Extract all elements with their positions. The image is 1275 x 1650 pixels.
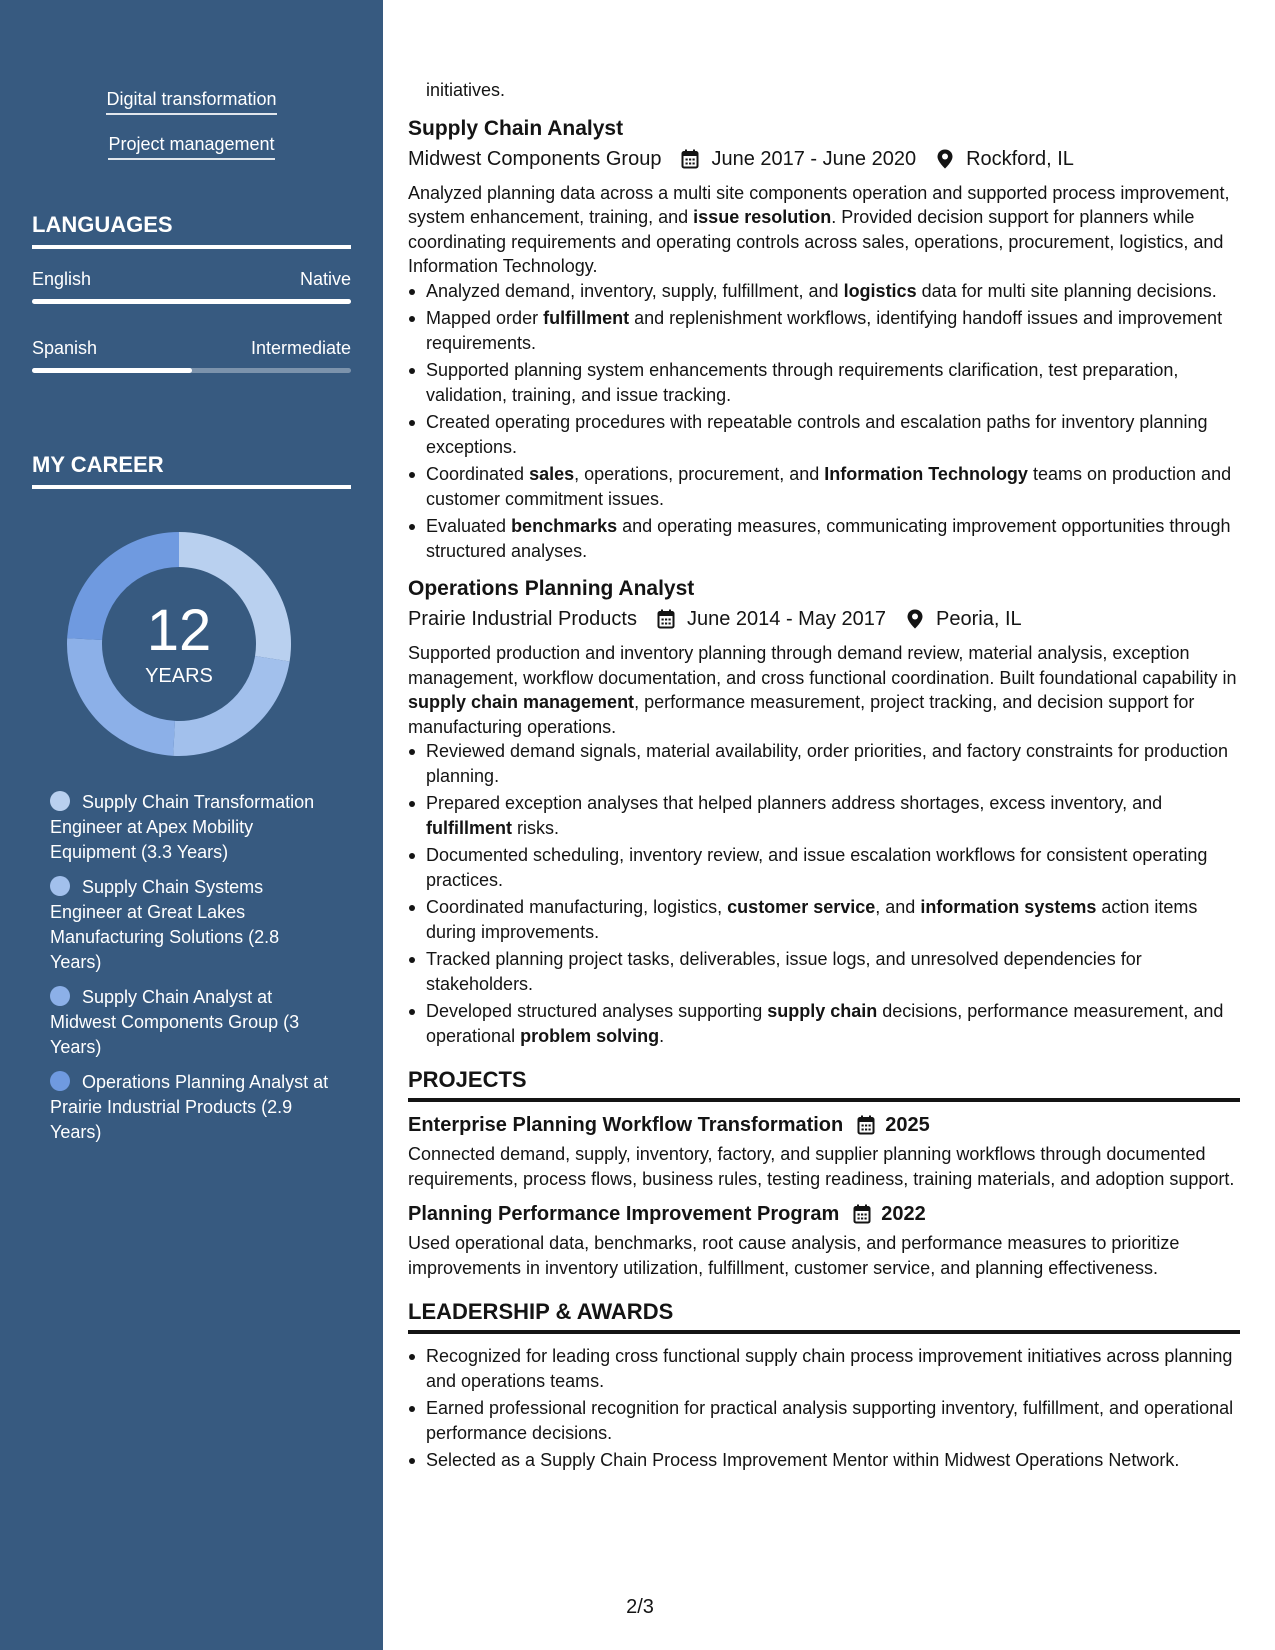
text-run: and operating measures, communicating improvement opportunities through structured analyses. <box>426 516 1231 561</box>
languages-heading: LANGUAGES <box>32 211 351 249</box>
calendar-icon <box>657 609 675 629</box>
career-list <box>50 790 330 1155</box>
job-company: Prairie Industrial Products <box>408 608 637 630</box>
bullet-item <box>426 947 1240 996</box>
bullet-item <box>426 843 1240 892</box>
text-run: Evaluated <box>426 516 512 536</box>
career-item <box>50 985 330 1060</box>
text-run: teams on production and customer commitment issues. <box>426 464 1232 509</box>
sidebar <box>0 0 383 1650</box>
career-item <box>50 875 330 975</box>
bullet-item <box>426 739 1240 788</box>
career-years-number: 12 <box>146 598 212 663</box>
job-entry <box>408 575 1240 1048</box>
job-dates: June 2017 - June 2020 <box>711 147 917 170</box>
bold-keyword: fulfillment <box>543 308 630 328</box>
text-run: Developed structured analyses supporting <box>426 1001 768 1021</box>
project-entry <box>408 1201 1240 1280</box>
job-dates: June 2014 - May 2017 <box>686 608 887 630</box>
projects-heading: PROJECTS <box>408 1066 1240 1102</box>
text-run: Supported planning system enhancements through requirements clarification, test preparation, validation, training, and issue tracking. <box>426 360 1179 405</box>
bullet-item <box>426 279 1240 304</box>
career-item-text: Supply Chain Systems Engineer at Great Lakes Manufacturing Solutions (2.8 Years) <box>50 877 280 972</box>
text-run: Tracked planning project tasks, deliverables, issue logs, and unresolved dependencies for stakeholders. <box>426 949 1142 994</box>
career-item-text: Supply Chain Transformation Engineer at Apex Mobility Equipment (3.3 Years) <box>50 792 315 862</box>
bullet-item <box>426 462 1240 511</box>
main-content <box>408 78 1240 1476</box>
calendar-icon <box>857 1115 875 1135</box>
text-run: . Provided decision support for planners while coordinating requirements and operating controls across sales, operations, procurement, logistics, and Information Technology. <box>408 207 1224 276</box>
skill-item <box>0 88 383 115</box>
skill-label: Digital transformation <box>106 88 276 115</box>
text-run: Coordinated manufacturing, logistics, <box>426 897 728 917</box>
career-dot <box>50 1071 70 1091</box>
text-run: , and <box>875 897 921 917</box>
award-item: Earned professional recognition for practical analysis supporting inventory, fulfillment, and operational performance decisions. <box>426 1396 1240 1445</box>
bullet-item <box>426 410 1240 459</box>
bold-keyword: logistics <box>843 280 917 301</box>
language-name: Spanish <box>32 338 98 358</box>
career-years-label: YEARS <box>145 665 213 687</box>
project-year: 2022 <box>881 1203 926 1225</box>
carryover-text: initiatives. <box>426 80 506 100</box>
location-pin-icon <box>936 149 954 169</box>
bold-keyword: customer service <box>727 897 876 917</box>
text-run: decisions, performance measurement, and operational <box>426 1001 1224 1046</box>
language-row <box>32 337 351 359</box>
text-run: Coordinated <box>426 464 530 484</box>
career-donut <box>66 531 292 757</box>
bullet-item <box>426 895 1240 944</box>
text-run: Analyzed demand, inventory, supply, fulfillment, and <box>426 280 844 301</box>
job-bullets <box>408 279 1240 564</box>
job-location: Peoria, IL <box>936 608 1022 630</box>
career-item <box>50 1070 330 1145</box>
bold-keyword: supply chain <box>767 1001 878 1021</box>
language-bar <box>32 368 351 373</box>
bold-keyword: supply chain management <box>408 692 635 712</box>
job-entry <box>408 115 1240 564</box>
job-meta <box>408 145 1240 173</box>
language-level: Intermediate <box>250 338 351 358</box>
project-description: Connected demand, supply, inventory, factory, and supplier planning workflows through documented requirements, process flows, business rules, testing readiness, training materials, and adoption support. <box>408 1144 1235 1189</box>
job-bullets <box>408 739 1240 1048</box>
project-title: Enterprise Planning Workflow Transformation <box>408 1114 844 1136</box>
text-run: and replenishment workflows, identifying handoff issues and improvement requirements. <box>426 308 1223 353</box>
career-heading: MY CAREER <box>32 451 351 489</box>
award-item: Recognized for leading cross functional supply chain process improvement initiatives across planning and operations teams. <box>426 1344 1240 1393</box>
skill-item <box>0 133 383 160</box>
language-bar <box>32 299 351 304</box>
bold-keyword: information systems <box>920 897 1097 917</box>
text-run: Prepared exception analyses that helped planners address shortages, excess inventory, and <box>426 793 1163 813</box>
awards-list <box>408 1344 1240 1473</box>
text-run: . <box>659 1025 665 1046</box>
bold-keyword: benchmarks <box>511 516 618 536</box>
bold-keyword: problem solving <box>520 1025 660 1046</box>
language-row <box>32 268 351 290</box>
text-run: Reviewed demand signals, material availability, order priorities, and factory constraints for production planning. <box>426 741 1229 786</box>
bold-keyword: sales <box>529 464 575 484</box>
text-run: , performance measurement, project tracking, and decision support for manufacturing operations. <box>408 692 1195 737</box>
calendar-icon <box>681 149 699 169</box>
text-run: , operations, procurement, and <box>574 464 825 484</box>
bold-keyword: issue resolution <box>693 207 832 227</box>
calendar-icon <box>853 1204 871 1224</box>
project-title: Planning Performance Improvement Program <box>408 1203 840 1225</box>
job-summary <box>408 181 1240 279</box>
award-item: Selected as a Supply Chain Process Improvement Mentor within Midwest Operations Network. <box>426 1448 1240 1473</box>
text-run: action items during improvements. <box>426 897 1198 942</box>
job-summary <box>408 641 1240 739</box>
awards-heading: LEADERSHIP & AWARDS <box>408 1298 1240 1334</box>
page-number: 2/3 <box>626 1596 654 1618</box>
bullet-item <box>426 791 1240 840</box>
text-run: data for multi site planning decisions. <box>916 280 1217 301</box>
career-dot <box>50 876 70 896</box>
job-company: Midwest Components Group <box>408 147 662 170</box>
language-bar-fill <box>32 299 351 304</box>
job-title: Operations Planning Analyst <box>408 577 695 600</box>
career-dot <box>50 791 70 811</box>
language-bar-fill <box>32 368 192 373</box>
location-pin-icon <box>906 609 924 629</box>
career-item-text: Supply Chain Analyst at Midwest Components Group (3 Years) <box>50 987 300 1057</box>
project-description: Used operational data, benchmarks, root cause analysis, and performance measures to prioritize improvements in inventory utilization, fulfillment, customer service, and planning effectiveness. <box>408 1233 1180 1278</box>
project-entry <box>408 1112 1240 1191</box>
text-run: Analyzed planning data across a multi site components operation and supported process improvement, system enhancement, training, and <box>408 182 1230 227</box>
bold-keyword: Information Technology <box>824 464 1028 484</box>
project-title-row <box>408 1112 1240 1138</box>
bullet-item <box>426 999 1240 1048</box>
bullet-item <box>426 514 1240 563</box>
project-title-row <box>408 1201 1240 1227</box>
language-name: English <box>32 269 92 289</box>
bold-keyword: fulfillment <box>426 817 512 838</box>
bullet-item <box>426 306 1240 355</box>
job-location: Rockford, IL <box>966 147 1074 170</box>
career-item-text: Operations Planning Analyst at Prairie Industrial Products (2.9 Years) <box>50 1072 329 1142</box>
bullet-item <box>426 358 1240 407</box>
text-run: Mapped order <box>426 308 544 328</box>
career-dot <box>50 986 70 1006</box>
text-run: Documented scheduling, inventory review, and issue escalation workflows for consistent operating practices. <box>426 845 1208 890</box>
project-year: 2025 <box>885 1114 930 1136</box>
skill-label: Project management <box>108 133 274 160</box>
text-run: Created operating procedures with repeatable controls and escalation paths for inventory planning exceptions. <box>426 412 1208 457</box>
text-run: risks. <box>512 817 559 838</box>
text-run: Supported production and inventory planning through demand review, material analysis, exception management, workflow documentation, and cross functional coordination. Built foundational capability in <box>408 643 1237 688</box>
job-meta <box>408 605 1240 633</box>
career-item <box>50 790 330 865</box>
language-level: Native <box>299 269 351 289</box>
job-title: Supply Chain Analyst <box>408 116 624 140</box>
